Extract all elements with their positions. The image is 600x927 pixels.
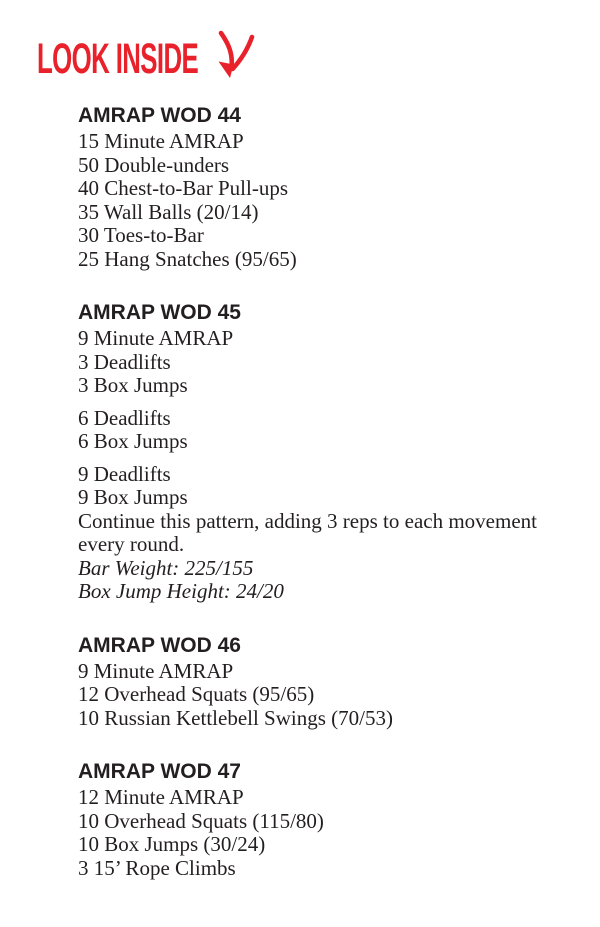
down-swoosh-arrow-icon [207, 30, 255, 84]
workout-line: 10 Russian Kettlebell Swings (70/53) [78, 705, 393, 730]
workout-line: 10 Box Jumps (30/24) [78, 832, 266, 856]
workout-line: 6 Box Jumps [78, 429, 188, 453]
workout-line: 25 Hang Snatches (95/65) [78, 246, 297, 271]
workout-line: 3 Deadlifts [78, 349, 171, 374]
workout-line: 10 Overhead Squats (115/80) [78, 808, 324, 833]
workout-line: 3 Box Jumps [78, 373, 188, 397]
workout-line: Continue this pattern, adding 3 reps to each movement every round. [78, 508, 537, 556]
workout-section [78, 634, 546, 731]
look-inside-label: LOOK INSIDE [37, 35, 199, 83]
workout-line: 9 Minute AMRAP [78, 326, 234, 350]
workout-line-group [78, 130, 546, 271]
workout-line: 35 Wall Balls (20/14) [78, 199, 259, 224]
workout-line: 15 Minute AMRAP [78, 129, 244, 153]
workout-line: 9 Box Jumps [78, 485, 188, 509]
look-inside-header [37, 35, 306, 90]
workout-line: 6 Deadlifts [78, 405, 171, 430]
workout-line-group [78, 660, 546, 731]
workout-line: 9 Deadlifts [78, 461, 171, 486]
workout-title: AMRAP WOD 45 [78, 301, 241, 324]
workout-line-group [78, 463, 546, 604]
workout-line: 40 Chest-to-Bar Pull-ups [78, 176, 288, 200]
workout-line: 50 Double-unders [78, 152, 230, 177]
workout-line-group [78, 327, 546, 398]
workout-line-group [78, 786, 546, 880]
workout-line: 30 Toes-to-Bar [78, 223, 204, 247]
workout-line: 12 Minute AMRAP [78, 785, 244, 809]
workout-section [78, 301, 546, 604]
workout-line: Box Jump Height: 24/20 [78, 579, 284, 603]
workout-line: Bar Weight: 225/155 [78, 555, 254, 580]
workout-line: 3 15’ Rope Climbs [78, 855, 236, 880]
workout-line-group [78, 407, 546, 454]
workout-sections [78, 104, 546, 910]
workout-title: AMRAP WOD 44 [78, 104, 241, 127]
workout-title: AMRAP WOD 47 [78, 760, 241, 783]
workout-title: AMRAP WOD 46 [78, 633, 241, 657]
workout-line: 12 Overhead Squats (95/65) [78, 682, 315, 706]
workout-section [78, 760, 546, 880]
workout-section [78, 104, 546, 271]
workout-line: 9 Minute AMRAP [78, 658, 234, 683]
